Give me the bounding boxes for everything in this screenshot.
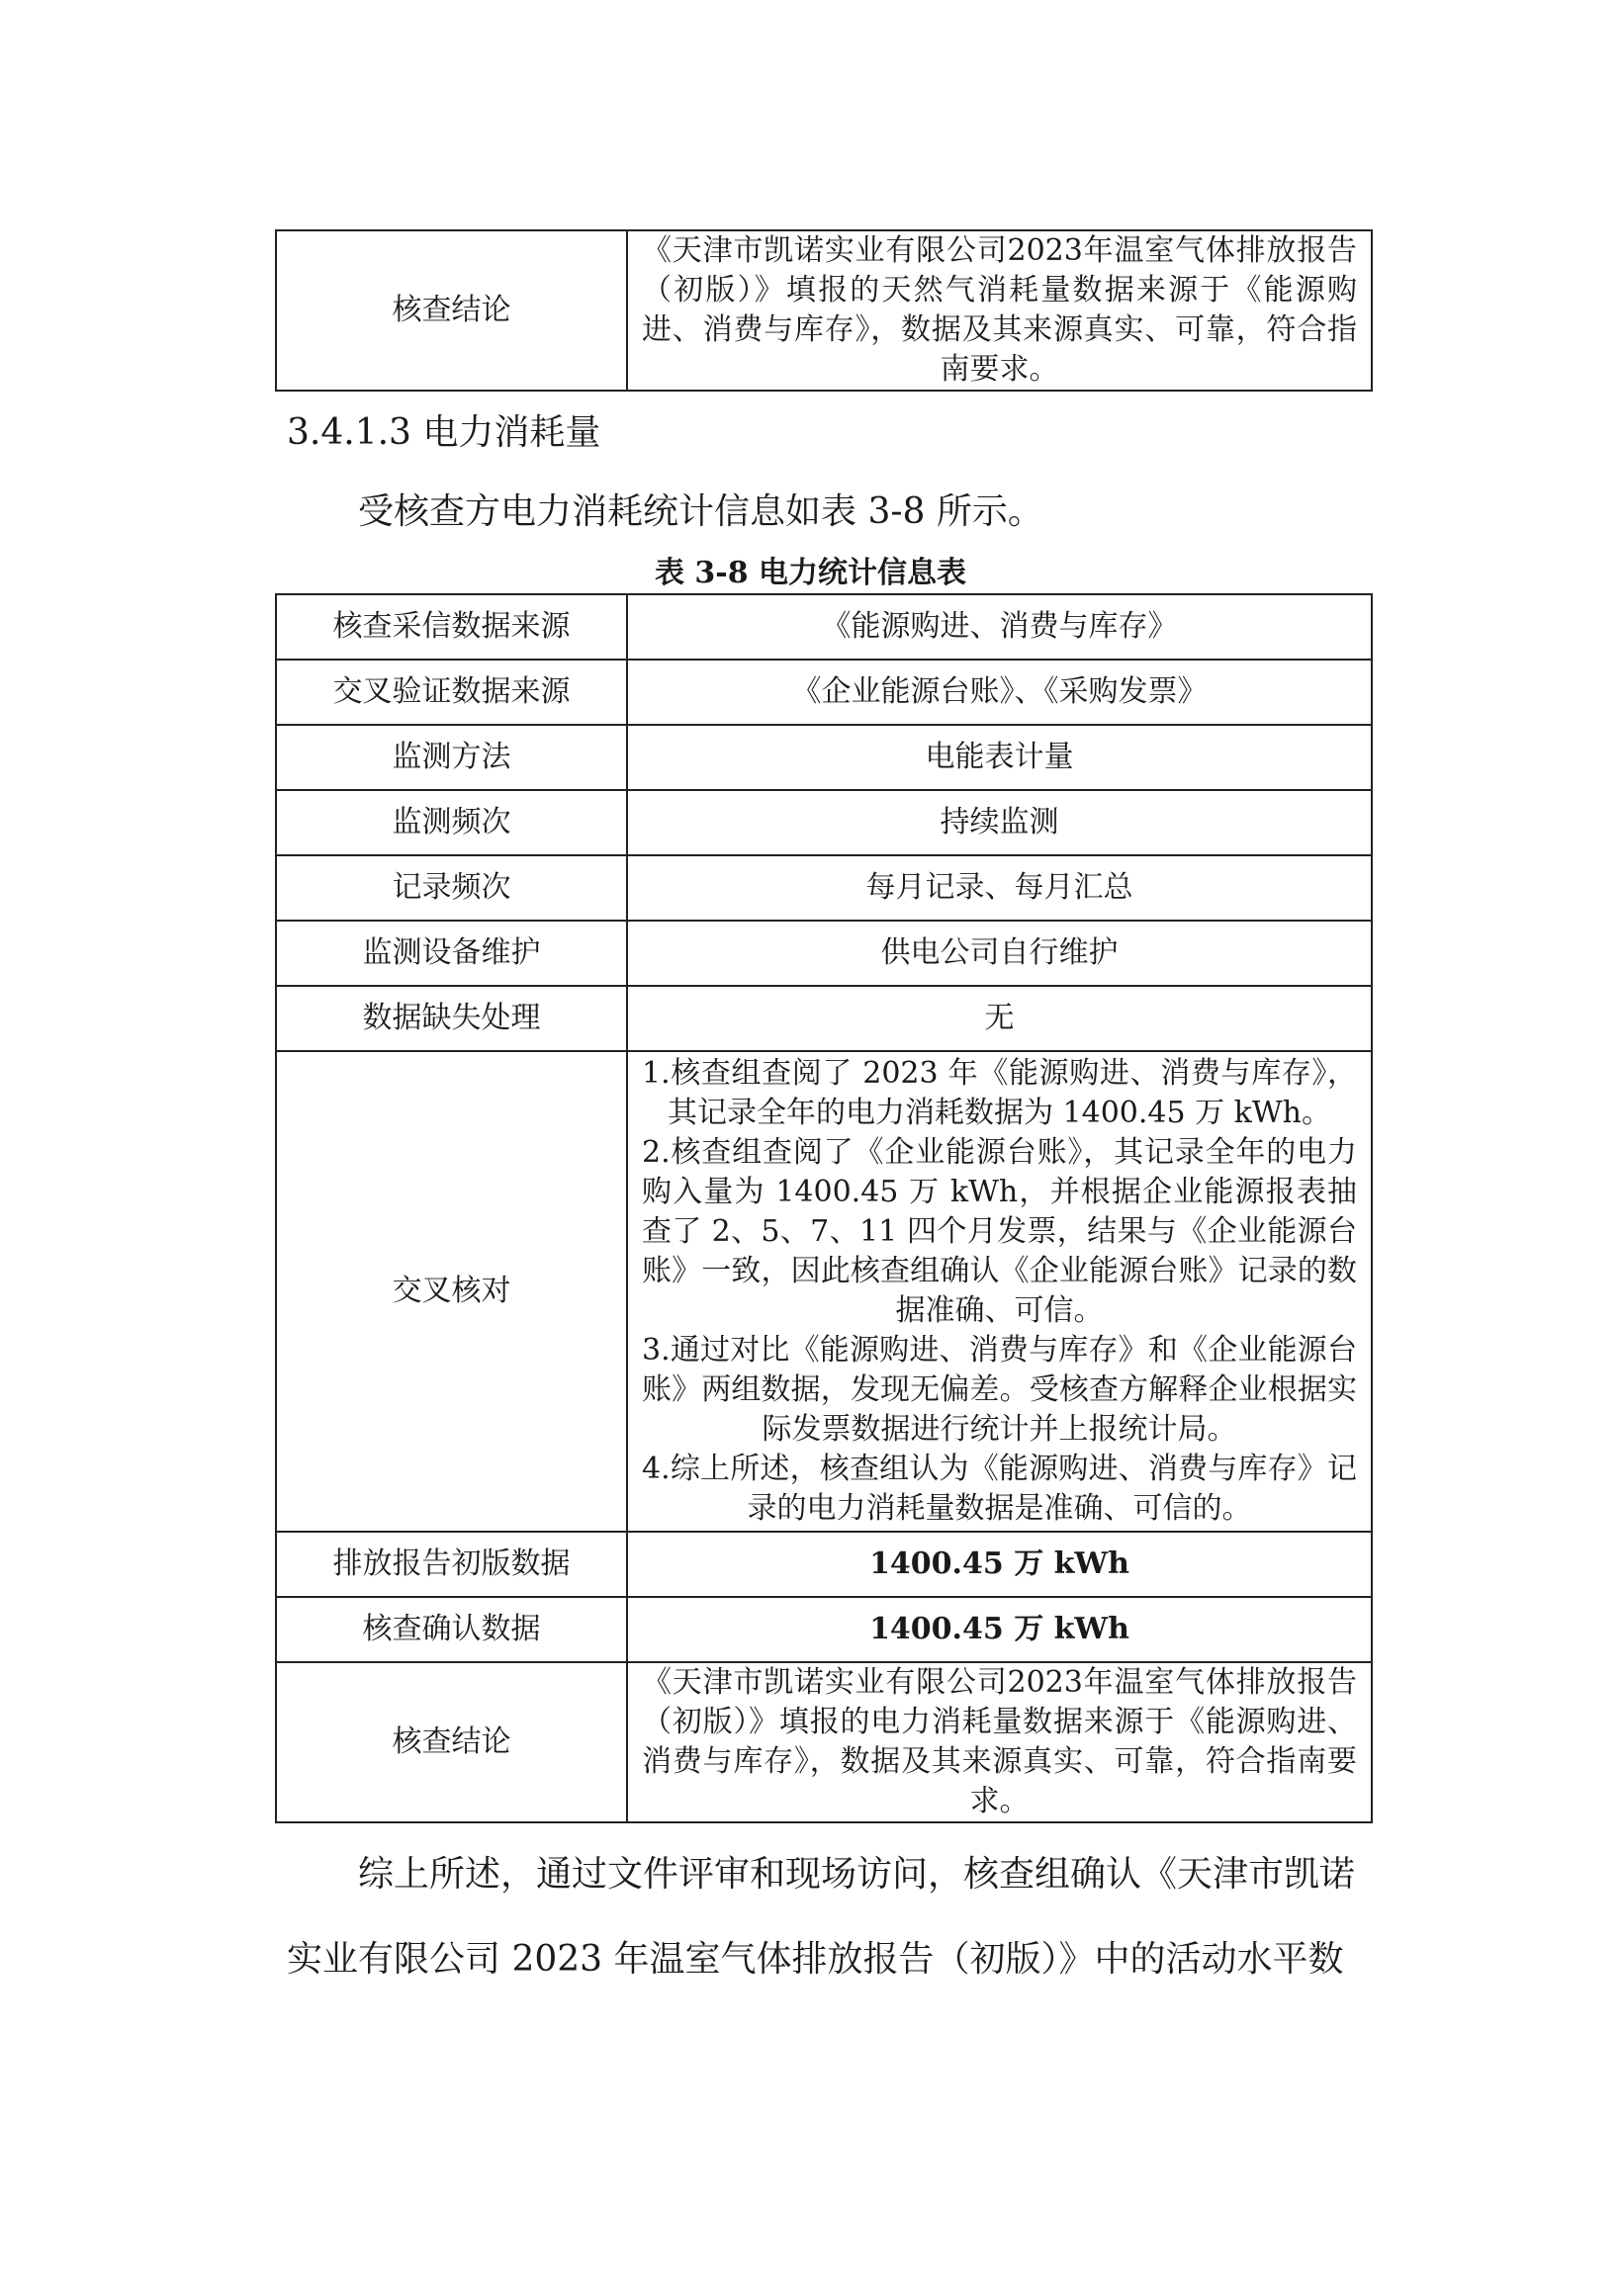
row-value: 电能表计量 — [627, 725, 1372, 790]
row-value: 《能源购进、消费与库存》 — [627, 594, 1372, 660]
table-row — [276, 660, 1372, 725]
row-label: 监测方法 — [276, 725, 627, 790]
row-value: 1400.45 万 kWh — [627, 1597, 1372, 1662]
cross-check-item: 2.核查组查阅了《企业能源台账》，其记录全年的电力购入量为 1400.45 万 kWh，并根据企业能源报表抽查了 2、5、7、11 四个月发票，结果与《企业能源台账》一致，因此核查组确认《企业能源台账》记录的数据准确、可信。 — [642, 1135, 1357, 1328]
row-label: 核查采信数据来源 — [276, 594, 627, 660]
table-row — [276, 1597, 1372, 1662]
table-row — [276, 725, 1372, 790]
table-row — [276, 855, 1372, 921]
row-value: 供电公司自行维护 — [627, 921, 1372, 986]
row-value: 1400.45 万 kWh — [627, 1532, 1372, 1597]
row-value: 每月记录、每月汇总 — [627, 855, 1372, 921]
row-value: 《天津市凯诺实业有限公司2023年温室气体排放报告（初版）》填报的天然气消耗量数据来源于《能源购进、消费与库存》，数据及其来源真实、可靠，符合指南要求。 — [627, 230, 1372, 391]
cross-check-item: 4.综上所述，核查组认为《能源购进、消费与库存》记录的电力消耗量数据是准确、可信的。 — [642, 1452, 1357, 1526]
cross-check-cell — [627, 1051, 1372, 1532]
row-label: 核查确认数据 — [276, 1597, 627, 1662]
row-value: 持续监测 — [627, 790, 1372, 855]
electricity-statistics-table — [275, 593, 1373, 1823]
table-row — [276, 921, 1372, 986]
closing-paragraph-line: 综上所述，通过文件评审和现场访问，核查组确认《天津市凯诺 — [358, 1854, 1356, 1895]
table-row — [276, 230, 1372, 391]
table-row — [276, 1662, 1372, 1822]
row-label: 监测频次 — [276, 790, 627, 855]
row-label: 交叉验证数据来源 — [276, 660, 627, 725]
row-label: 交叉核对 — [276, 1051, 627, 1532]
row-label: 监测设备维护 — [276, 921, 627, 986]
row-value: 《天津市凯诺实业有限公司2023年温室气体排放报告（初版）》填报的电力消耗量数据来源于《能源购进、消费与库存》，数据及其来源真实、可靠，符合指南要求。 — [627, 1662, 1372, 1822]
row-label: 排放报告初版数据 — [276, 1532, 627, 1597]
row-label: 记录频次 — [276, 855, 627, 921]
table-row — [276, 986, 1372, 1051]
table-row — [276, 1532, 1372, 1597]
previous-table-fragment — [275, 229, 1373, 392]
row-label: 核查结论 — [276, 230, 627, 391]
table-row — [276, 594, 1372, 660]
row-label: 核查结论 — [276, 1662, 627, 1822]
cross-check-item: 3.通过对比《能源购进、消费与库存》和《企业能源台账》两组数据，发现无偏差。受核查方解释企业根据实际发票数据进行统计并上报统计局。 — [642, 1333, 1357, 1447]
row-value: 《企业能源台账》、《采购发票》 — [627, 660, 1372, 725]
row-value: 无 — [627, 986, 1372, 1051]
cross-check-item: 1.核查组查阅了 2023 年《能源购进、消费与库存》，其记录全年的电力消耗数据为 1400.45 万 kWh。 — [642, 1056, 1357, 1130]
row-label: 数据缺失处理 — [276, 986, 627, 1051]
table-row — [276, 790, 1372, 855]
table-row — [276, 1051, 1372, 1532]
section-heading: 3.4.1.3 电力消耗量 — [287, 412, 601, 453]
intro-paragraph: 受核查方电力消耗统计信息如表 3-8 所示。 — [358, 491, 1043, 532]
closing-paragraph-line: 实业有限公司 2023 年温室气体排放报告（初版）》中的活动水平数 — [287, 1939, 1344, 1980]
table-caption: 表 3-8 电力统计信息表 — [654, 556, 967, 590]
